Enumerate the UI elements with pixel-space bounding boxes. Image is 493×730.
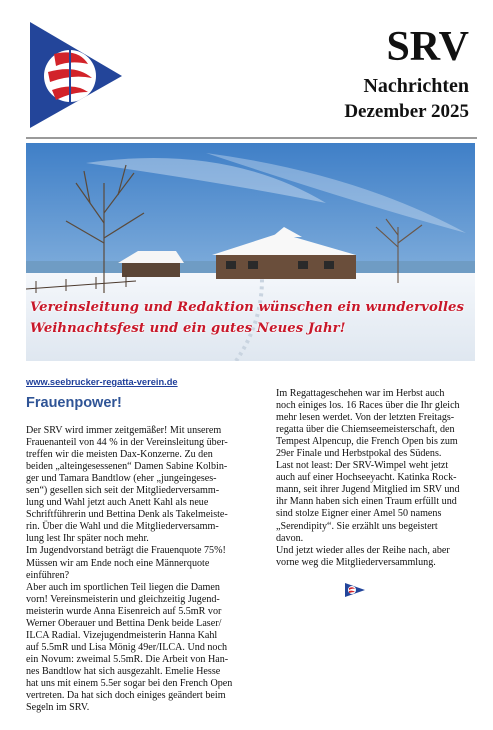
text-line: treffen wir die meisten Dax-Konzerne. Zu den: [26, 449, 213, 461]
website-link[interactable]: www.seebrucker-regatta-verein.de: [26, 377, 178, 387]
text-line: Der SRV wird immer zeitgemäßer! Mit unserem: [26, 425, 222, 436]
newsletter-title: SRV: [386, 24, 469, 70]
text-line: Im Regattageschehen war im Herbst auch: [276, 388, 445, 399]
masthead: [344, 26, 469, 121]
text-line: mann, seit ihrer Jugend Mitglied im SRV und: [276, 484, 460, 496]
article-left-column: [26, 376, 258, 714]
text-line: ihr Mann haben sich einen Traum erfüllt und: [276, 496, 457, 508]
text-line: „Serendipity“. Sie erzählt uns begeistert: [276, 520, 438, 532]
text-line: auch auf einer Hochseeyacht. Katinka Rock-: [276, 472, 457, 484]
text-line: Werner Oberauer und Bettina Denk beide Laser/: [26, 617, 222, 629]
text-line: Und jetzt wieder alles der Reihe nach, aber: [276, 544, 450, 556]
text-line: Segeln im SRV.: [26, 702, 90, 714]
text-line: rin. Über die Wahl und die Mitgliederversamm-: [26, 521, 219, 533]
text-line: meisterin wurde Anna Eisenreich auf 5.5mR vor: [26, 605, 222, 617]
text-line: Müssen wir am Ende noch eine Männerquote: [26, 557, 210, 569]
text-line: sind stolze Eigner einer Amel 50 namens: [276, 508, 442, 520]
text-line: Aber auch im sportlichen Teil liegen die Damen: [26, 581, 220, 593]
text-line: ger und Tamara Bandtlow (eher „jungeingeses-: [26, 473, 217, 485]
text-line: vorne weg die Mitgliederversammlung.: [276, 556, 436, 568]
right-column-text: [276, 388, 490, 569]
text-line: ILCA Radial. Vizejugendmeisterin Hanna Kahl: [26, 629, 218, 641]
text-line: sen“) gesellen sich seit der Mitgliederversamm-: [26, 485, 220, 497]
text-line: 29er Finale und Herbstpokal des Südens.: [276, 448, 442, 460]
text-line: Tempest Alpencup, die French Open bis zum: [276, 436, 458, 448]
text-line: Frauenanteil von 44 % in der Vereinsleitung über-: [26, 437, 228, 449]
text-line: Im Jugendvorstand beträgt die Frauenquote 75%!: [26, 545, 226, 557]
srv-pennant-icon: [344, 582, 366, 598]
text-line: nes Bandtlow hat sich ausgezahlt. Emelie Hesse: [26, 665, 221, 677]
text-line: noch einiges los. 16 Races über die Ihr gleich: [276, 400, 460, 412]
winter-clubhouse-photo: [26, 143, 475, 361]
text-line: vorn! Vereinsmeisterin und gleichzeitig Jugend-: [26, 593, 220, 605]
text-line: auf 5.5mR und Lisa Mönig 49er/ILCA. Und noch: [26, 641, 228, 653]
text-line: lung und Wahl jetzt auch Anett Kahl als neue: [26, 497, 209, 509]
article-heading: Frauenpower!: [26, 395, 122, 411]
text-line: lung lest Ihr später noch mehr.: [26, 533, 149, 545]
text-line: mehr lesen werdet. Von der letzten Freitags-: [276, 412, 455, 424]
greeting-line-1: Vereinsleitung und Redaktion wünschen ein wundervolles: [30, 300, 465, 315]
text-line: hat uns mit einem 5.5er sogar bei den French Open: [26, 677, 233, 689]
issue-date: Dezember 2025: [344, 101, 469, 122]
text-line: vertreten. Da hat sich doch einiges geändert beim: [26, 690, 226, 702]
text-line: beiden „alteingesessenen“ Damen Sabine Kolbin-: [26, 461, 228, 473]
text-line: ein Novum: zweimal 5.5mR. Die Arbeit von Han-: [26, 653, 229, 665]
header-divider: [26, 137, 477, 139]
left-column-text: [26, 425, 258, 714]
text-line: einführen?: [26, 569, 70, 581]
article-right-column: [276, 388, 490, 569]
christmas-greeting: [30, 297, 475, 339]
text-line: Last not least: Der SRV-Wimpel weht jetzt: [276, 460, 449, 472]
greeting-line-2: Weihnachtsfest und ein gutes Neues Jahr!: [30, 321, 346, 336]
text-line: Schriftführerin und Bettina Denk als Takelmeiste-: [26, 509, 228, 521]
newsletter-subtitle: Nachrichten: [363, 75, 469, 97]
text-line: davon.: [276, 532, 304, 544]
text-line: regatta über die Chiemseemeisterschaft, den: [276, 424, 455, 436]
srv-club-pennant-icon: [26, 20, 126, 130]
